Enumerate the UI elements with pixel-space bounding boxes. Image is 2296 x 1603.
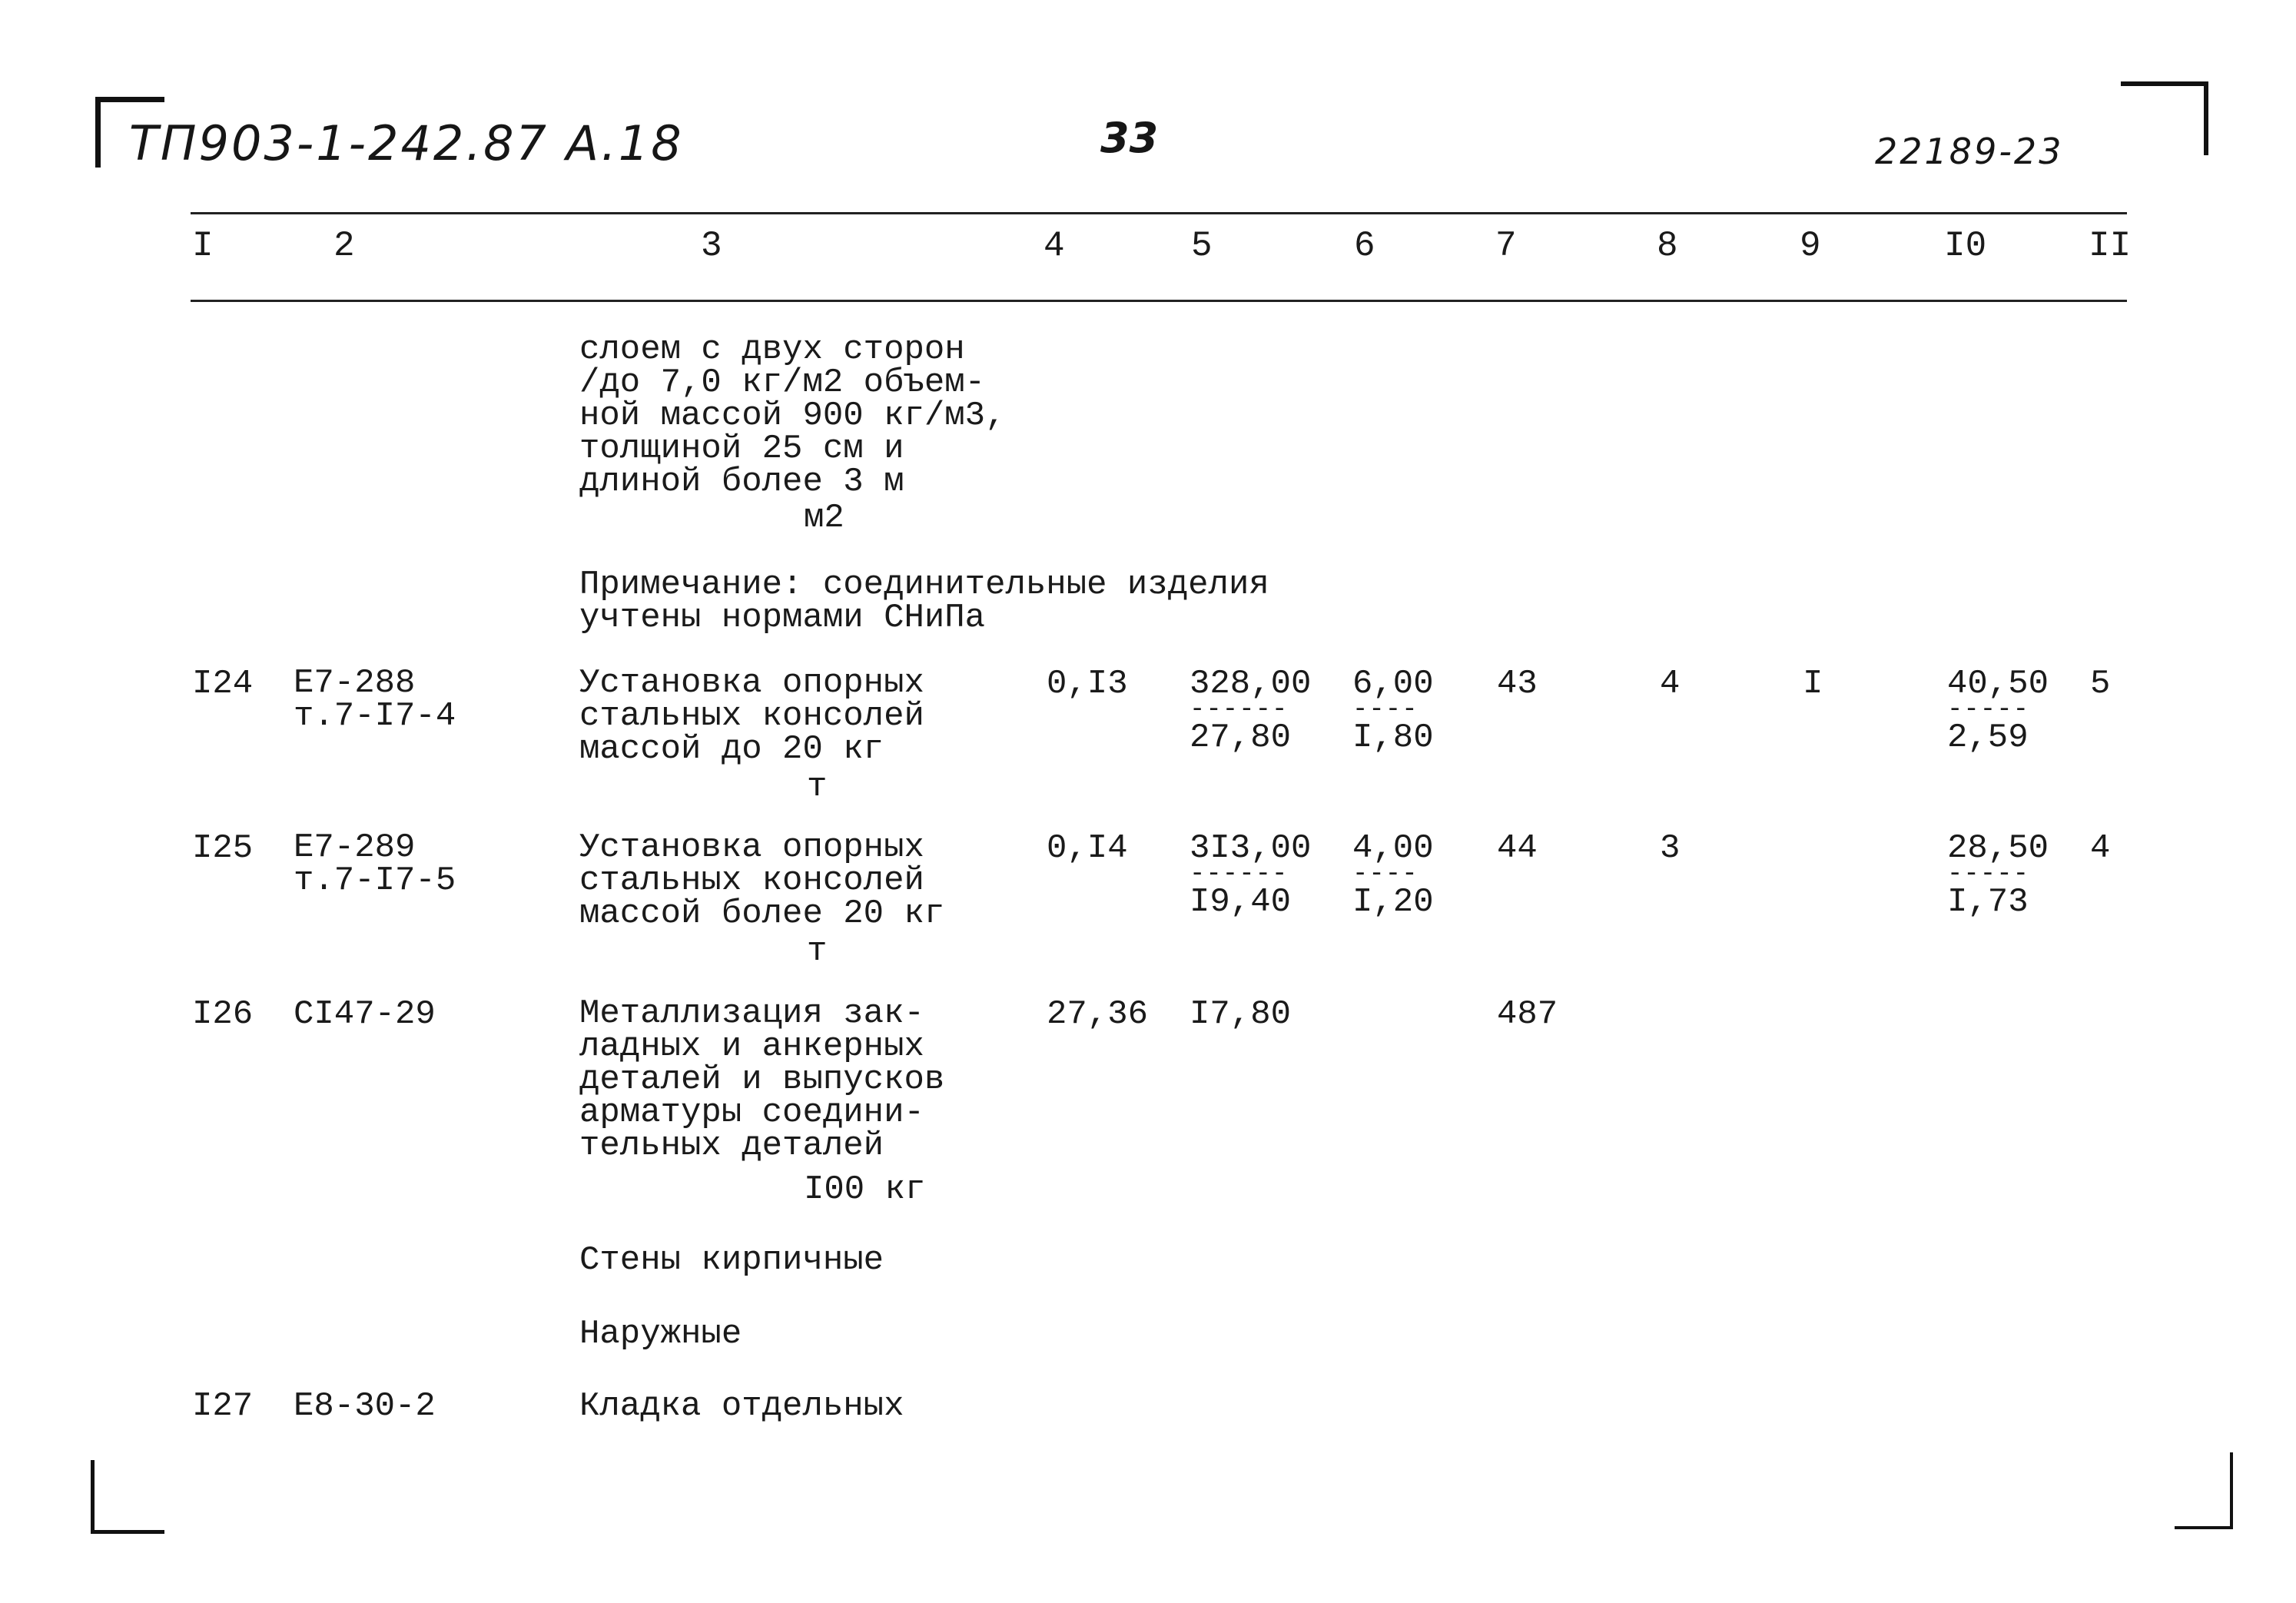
document-code: ТП903-1-242.87 А.18	[129, 115, 684, 171]
fraction-bar: -----	[1947, 695, 2030, 725]
row-unit: I00 кг	[804, 1170, 926, 1209]
row-description: Металлизация зак- ладных и анкерных деталей и выпусков арматуры соедини- тельных деталей	[579, 994, 945, 1165]
row-cell-8: 4	[1660, 665, 1681, 703]
row-cell-11: 4	[2090, 829, 2111, 868]
crop-mark-bottom-left	[91, 1460, 95, 1534]
continuation-unit: м2	[804, 499, 844, 537]
row-code: Е7-288 т.7-I7-4	[294, 664, 456, 735]
row-cell-6	[1352, 667, 1434, 755]
crop-mark-bottom-right	[2230, 1452, 2233, 1529]
fraction-denominator: 2,59	[1947, 719, 2029, 757]
row-cell-7: 487	[1497, 995, 1558, 1034]
row-number: I27	[192, 1387, 254, 1425]
column-header-10: I0	[1944, 226, 1987, 266]
fraction-bar: ------	[1189, 860, 1289, 889]
page-number: 33	[1100, 114, 1159, 162]
column-header-5: 5	[1191, 226, 1213, 266]
crop-mark-bottom-right	[2175, 1526, 2233, 1529]
fraction-numerator: 40,50	[1947, 665, 2049, 703]
column-header-1: I	[192, 226, 214, 266]
fraction-numerator: 28,50	[1947, 829, 2049, 868]
row-cell-11: 5	[2090, 665, 2111, 703]
row-cell-4: 27,36	[1047, 995, 1149, 1034]
row-description: Установка опорных стальных консолей массой до 20 кг	[579, 664, 924, 768]
column-header-4: 4	[1043, 226, 1065, 266]
fraction-bar: ----	[1352, 695, 1418, 725]
row-code: СI47-29	[294, 995, 436, 1034]
row-cell-5: I7,80	[1189, 995, 1292, 1034]
column-header-6: 6	[1354, 226, 1375, 266]
column-header-11: II	[2089, 226, 2132, 266]
row-description: Установка опорных стальных консолей массой более 20 кг	[579, 828, 945, 933]
row-cell-7: 43	[1497, 665, 1538, 703]
crop-mark-top-right	[2121, 81, 2208, 86]
row-cell-7: 44	[1497, 829, 1538, 868]
fraction-denominator: 27,80	[1189, 719, 1292, 757]
fraction-numerator: 3I3,00	[1189, 829, 1312, 868]
column-header-8: 8	[1657, 226, 1678, 266]
row-code: Е8-30-2	[294, 1387, 436, 1425]
fraction-bar: ----	[1352, 860, 1418, 889]
section-heading: Стены кирпичные	[579, 1241, 884, 1279]
row-cell-8: 3	[1660, 829, 1681, 868]
column-header-7: 7	[1495, 226, 1517, 266]
row-number: I26	[192, 995, 254, 1034]
fraction-bar: ------	[1189, 695, 1289, 725]
crop-mark-top-right	[2204, 81, 2208, 155]
fraction-numerator: 6,00	[1352, 665, 1434, 703]
row-cell-9: I	[1803, 665, 1823, 703]
row-cell-5	[1189, 667, 1311, 755]
fraction-bar: -----	[1947, 860, 2030, 889]
fraction-denominator: I,20	[1352, 883, 1434, 921]
row-description: Кладка отдельных	[579, 1387, 904, 1425]
row-cell-10	[1947, 667, 2049, 755]
row-cell-4: 0,I3	[1047, 665, 1128, 703]
continuation-text: слоем с двух сторон /до 7,0 кг/м2 объем- ной массой 900 кг/м3, толщиной 25 см и длиной более 3 м	[579, 330, 1006, 501]
crop-mark-top-left	[95, 97, 164, 102]
row-number: I24	[192, 665, 254, 703]
note-text: Примечание: соединительные изделия учтены нормами СНиПа	[579, 566, 1269, 637]
column-header-2: 2	[333, 226, 355, 266]
column-header-9: 9	[1800, 226, 1821, 266]
row-code: Е7-289 т.7-I7-5	[294, 828, 456, 900]
crop-mark-bottom-left	[91, 1530, 164, 1534]
row-cell-5	[1189, 831, 1311, 919]
row-unit: т	[807, 932, 828, 971]
fraction-numerator: 4,00	[1352, 829, 1434, 868]
fraction-denominator: I,73	[1947, 883, 2029, 921]
crop-mark-top-left	[95, 97, 101, 168]
row-cell-6	[1352, 831, 1434, 919]
row-unit: т	[807, 768, 828, 806]
sheet-code: 22189-23	[1875, 131, 2064, 172]
fraction-denominator: I9,40	[1189, 883, 1292, 921]
fraction-denominator: I,80	[1352, 719, 1434, 757]
column-header-3: 3	[701, 226, 722, 266]
subsection-heading: Наружные	[579, 1315, 742, 1353]
fraction-numerator: 328,00	[1189, 665, 1312, 703]
table-header-rule	[191, 300, 2127, 302]
row-cell-4: 0,I4	[1047, 829, 1128, 868]
row-cell-10	[1947, 831, 2049, 919]
row-number: I25	[192, 829, 254, 868]
table-top-rule	[191, 212, 2127, 214]
